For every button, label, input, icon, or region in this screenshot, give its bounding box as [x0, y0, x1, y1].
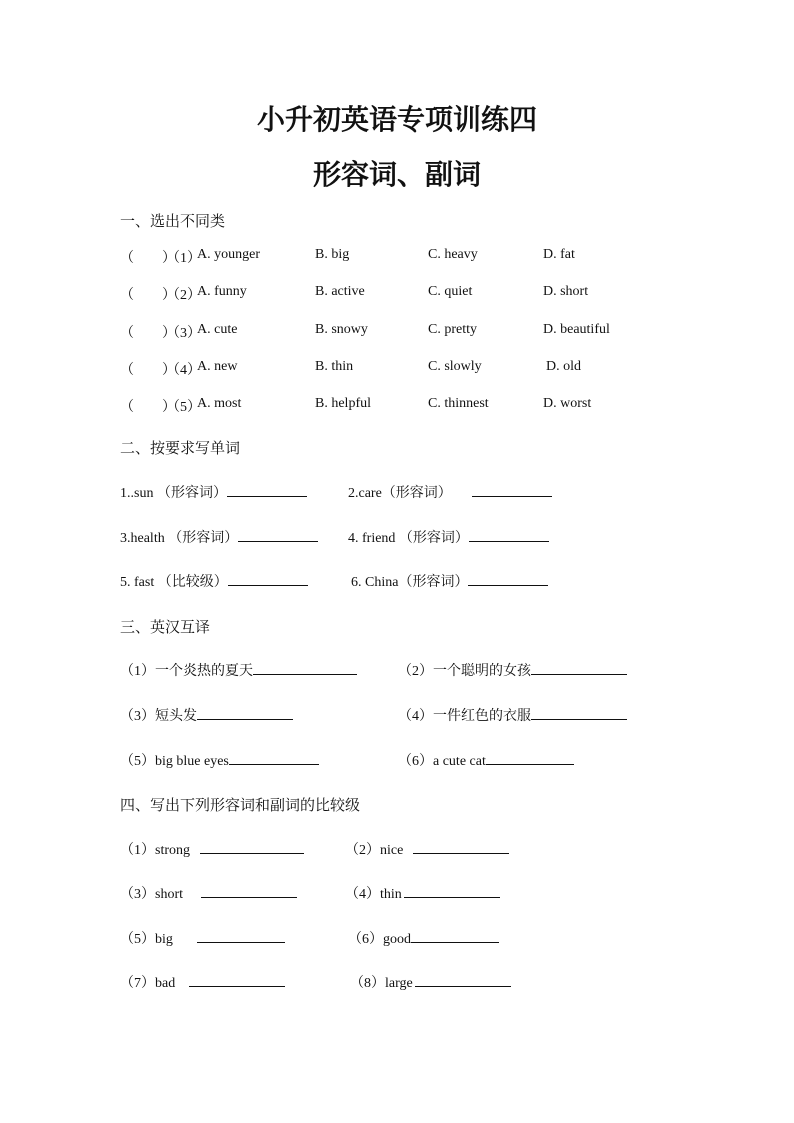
answer-blank[interactable]: [228, 571, 308, 586]
option-d: D. worst: [543, 396, 592, 411]
comparative-prompt: （5）big: [120, 932, 173, 947]
translate-prompt: （6）a cute cat: [398, 754, 486, 769]
answer-paren: （ ）: [120, 251, 176, 266]
answer-blank[interactable]: [201, 883, 297, 898]
page-title: 小升初英语专项训练四: [256, 103, 537, 136]
answer-blank[interactable]: [531, 660, 627, 675]
answer-blank[interactable]: [531, 705, 627, 720]
answer-blank[interactable]: [415, 972, 511, 987]
word-prompt: 3.health （形容词）: [120, 531, 239, 546]
answer-blank[interactable]: [486, 750, 574, 765]
section-1-heading: 一、选出不同类: [120, 212, 226, 230]
answer-blank[interactable]: [200, 839, 304, 854]
translate-prompt: （4）一件红色的衣服: [398, 709, 531, 724]
comparative-prompt: （7）bad: [120, 976, 176, 991]
translate-item: [398, 750, 574, 770]
translate-item: [120, 705, 293, 725]
word-prompt: 1..sun （形容词）: [120, 486, 227, 501]
option-c: C. quiet: [428, 284, 473, 299]
answer-blank[interactable]: [197, 705, 293, 720]
answer-paren: （ ）: [120, 326, 176, 341]
answer-blank[interactable]: [468, 571, 548, 586]
comparative-item: [345, 839, 509, 859]
option-b: B. big: [315, 247, 350, 262]
option-a: A. most: [197, 396, 242, 411]
word-prompt: 5. fast （比较级）: [120, 575, 228, 590]
option-a: A. funny: [197, 284, 247, 299]
word-prompt: 4. friend （形容词）: [348, 531, 469, 546]
word-item: [348, 482, 552, 502]
answer-paren: （ ）: [120, 363, 176, 378]
answer-blank[interactable]: [227, 482, 307, 497]
question-number: （2）: [166, 288, 201, 303]
translate-prompt: （5）big blue eyes: [120, 754, 229, 769]
option-b: B. snowy: [315, 322, 368, 337]
comparative-prompt: （1）strong: [120, 843, 190, 858]
translate-prompt: （2）一个聪明的女孩: [398, 664, 531, 679]
answer-blank[interactable]: [238, 527, 318, 542]
comparative-item: [120, 839, 304, 859]
section-4-heading: 四、写出下列形容词和副词的比较级: [120, 796, 361, 814]
option-d: D. fat: [543, 247, 575, 262]
option-b: B. helpful: [315, 396, 371, 411]
word-item: [348, 527, 549, 547]
word-item: [120, 571, 308, 591]
question-number: （4）: [166, 363, 201, 378]
option-d: D. short: [543, 284, 589, 299]
answer-blank[interactable]: [472, 482, 552, 497]
word-prompt: 2.care（形容词）: [348, 486, 452, 501]
translate-prompt: （1）一个炎热的夏天: [120, 664, 253, 679]
comparative-item: [348, 928, 499, 948]
option-c: C. thinnest: [428, 396, 489, 411]
question-number: （5）: [166, 400, 201, 415]
section-2-heading: 二、按要求写单词: [120, 439, 241, 457]
word-item: [351, 571, 548, 591]
translate-item: [120, 660, 357, 680]
comparative-item: [350, 972, 511, 992]
answer-blank[interactable]: [411, 928, 499, 943]
comparative-item: [120, 928, 285, 948]
answer-paren: （ ）: [120, 400, 176, 415]
answer-blank[interactable]: [253, 660, 357, 675]
comparative-item: [120, 883, 297, 903]
option-c: C. slowly: [428, 359, 482, 374]
option-b: B. active: [315, 284, 365, 299]
comparative-prompt: （6）good: [348, 932, 411, 947]
page-subtitle: 形容词、副词: [312, 158, 481, 191]
answer-blank[interactable]: [469, 527, 549, 542]
comparative-prompt: （4）thin: [345, 887, 402, 902]
answer-paren: （ ）: [120, 288, 176, 303]
comparative-prompt: （2）nice: [345, 843, 404, 858]
word-prompt: 6. China（形容词）: [351, 575, 469, 590]
comparative-prompt: （8）large: [350, 976, 413, 991]
answer-blank[interactable]: [197, 928, 285, 943]
translate-item: [398, 705, 627, 725]
question-number: （3）: [166, 326, 201, 341]
option-a: A. younger: [197, 247, 260, 262]
word-item: [120, 527, 318, 547]
answer-blank[interactable]: [189, 972, 285, 987]
answer-blank[interactable]: [404, 883, 500, 898]
option-b: B. thin: [315, 359, 354, 374]
question-number: （1）: [166, 251, 201, 266]
translate-prompt: （3）短头发: [120, 709, 197, 724]
section-3-heading: 三、英汉互译: [120, 618, 211, 636]
word-item: [120, 482, 307, 502]
comparative-item: [120, 972, 285, 992]
option-c: C. pretty: [428, 322, 477, 337]
option-d: D. old: [546, 359, 581, 374]
answer-blank[interactable]: [229, 750, 319, 765]
option-a: A. new: [197, 359, 238, 374]
comparative-prompt: （3）short: [120, 887, 183, 902]
option-c: C. heavy: [428, 247, 478, 262]
option-a: A. cute: [197, 322, 238, 337]
translate-item: [398, 660, 627, 680]
option-d: D. beautiful: [543, 322, 610, 337]
answer-blank[interactable]: [413, 839, 509, 854]
comparative-item: [345, 883, 500, 903]
translate-item: [120, 750, 319, 770]
